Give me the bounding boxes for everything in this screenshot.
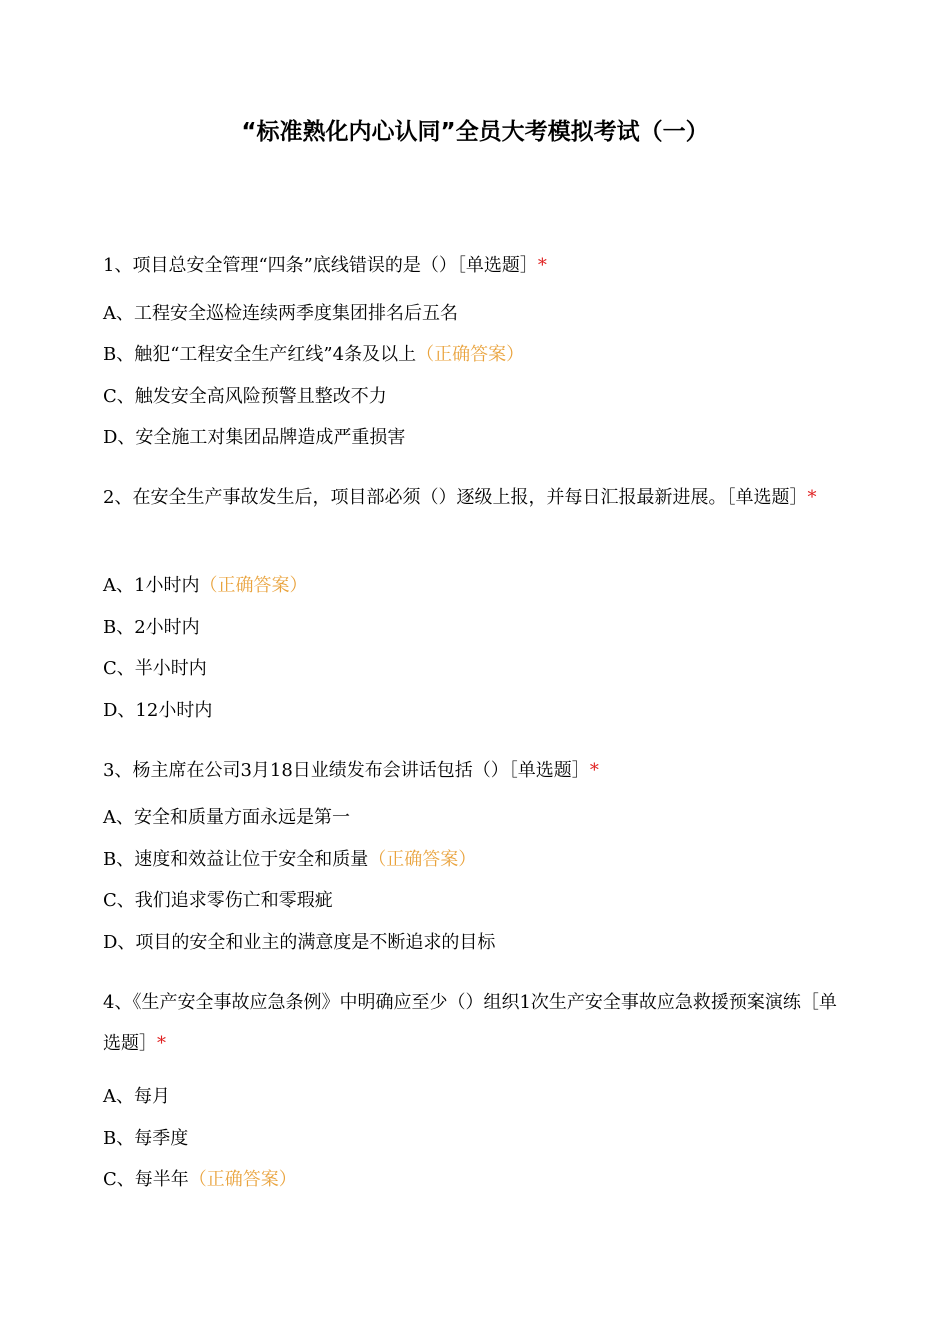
correct-answer-tag: （正确答案） xyxy=(199,575,308,596)
option-3a xyxy=(103,803,853,833)
option-text: A、每月 xyxy=(103,1086,170,1107)
option-text: A、安全和质量方面永远是第一 xyxy=(103,807,350,828)
option-1a xyxy=(103,299,853,329)
required-mark: * xyxy=(537,255,547,276)
option-1b xyxy=(103,340,853,370)
option-text: B、触犯“工程安全生产红线”4条及以上 xyxy=(103,344,417,365)
required-mark: * xyxy=(589,760,599,781)
option-text: A、1小时内 xyxy=(103,575,200,596)
option-2d xyxy=(103,696,853,726)
option-1c xyxy=(103,382,853,412)
question-text: 3、杨主席在公司3月18日业绩发布会讲话包括（）［单选题］ xyxy=(103,760,590,781)
option-3d xyxy=(103,928,853,958)
option-4c xyxy=(103,1165,853,1195)
option-text: C、半小时内 xyxy=(103,658,207,679)
page-title: “标准熟化内心认同”全员大考模拟考试（一） xyxy=(241,119,709,145)
correct-answer-tag: （正确答案） xyxy=(188,1169,297,1190)
required-mark: * xyxy=(157,1033,166,1054)
question-1 xyxy=(103,245,853,286)
option-2a xyxy=(103,571,853,601)
question-text: 4、《生产安全事故应急条例》中明确应至少（）组织1次生产安全事故应急救援预案演练［单选题］ xyxy=(103,992,837,1054)
option-3c xyxy=(103,886,853,916)
option-2b xyxy=(103,613,853,643)
option-text: B、2小时内 xyxy=(103,617,200,638)
question-text: 1、项目总安全管理“四条”底线错误的是（）［单选题］ xyxy=(103,255,538,276)
option-text: D、12小时内 xyxy=(103,700,213,721)
option-1d xyxy=(103,423,853,453)
question-2 xyxy=(103,477,853,518)
question-text: 2、在安全生产事故发生后，项目部必须（）逐级上报，并每日汇报最新进展。［单选题］ xyxy=(103,487,808,508)
option-text: A、工程安全巡检连续两季度集团排名后五名 xyxy=(103,303,458,324)
option-text: D、安全施工对集团品牌造成严重损害 xyxy=(103,427,406,448)
option-text: B、每季度 xyxy=(103,1128,189,1149)
option-text: C、每半年 xyxy=(103,1169,189,1190)
question-3 xyxy=(103,750,853,791)
required-mark: * xyxy=(807,487,817,508)
option-2c xyxy=(103,654,853,684)
option-text: C、触发安全高风险预警且整改不力 xyxy=(103,386,387,407)
option-3b xyxy=(103,845,853,875)
option-text: D、项目的安全和业主的满意度是不断追求的目标 xyxy=(103,932,496,953)
question-4 xyxy=(103,982,853,1064)
option-text: B、速度和效益让位于安全和质量 xyxy=(103,849,369,870)
option-text: C、我们追求零伤亡和零瑕疵 xyxy=(103,890,333,911)
option-4a xyxy=(103,1082,853,1112)
correct-answer-tag: （正确答案） xyxy=(368,849,477,870)
correct-answer-tag: （正确答案） xyxy=(416,344,525,365)
option-4b xyxy=(103,1124,853,1154)
